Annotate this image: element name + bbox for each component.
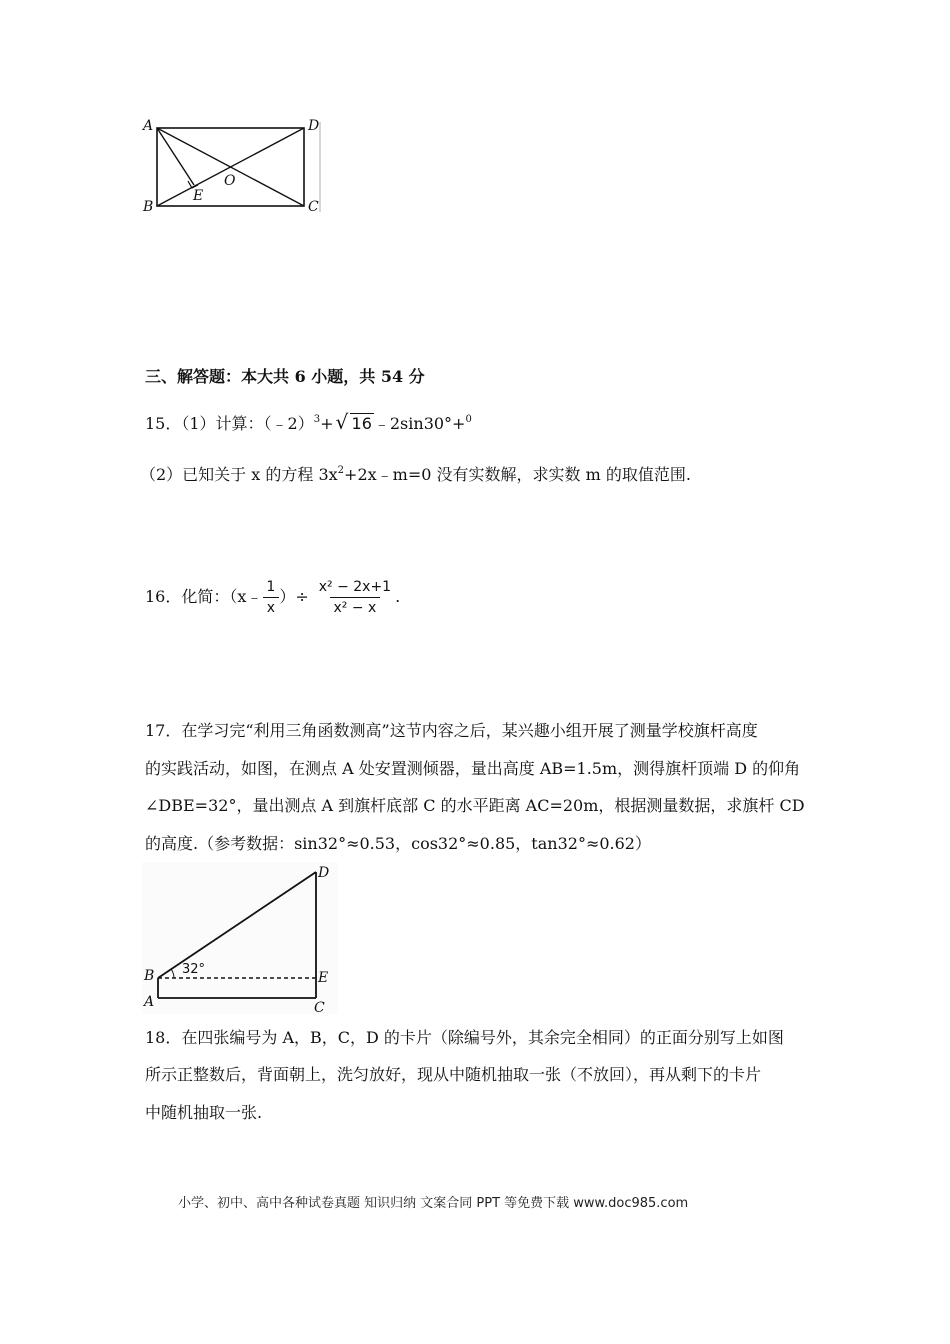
q15-p1-rest: ﹣2sin30°+ — [373, 414, 466, 433]
fig17-label-E: E — [318, 970, 329, 986]
flagpole-figure — [140, 860, 340, 1016]
q16-frac2 — [315, 577, 395, 618]
q16-prefix: 16．化简：（x﹣ — [145, 587, 263, 606]
q17-line-2: 的实践活动，如图，在测点 A 处安置测倾器，量出高度 AB=1.5m，测得旗杆顶端 D 的仰角 — [145, 759, 801, 778]
fig17-label-B: B — [144, 968, 155, 984]
q16-mid: ）÷ — [279, 587, 309, 606]
q15-sqrt: √ 16 — [335, 410, 372, 434]
q18-line-2: 所示正整数后，背面朝上，洗匀放好，现从中随机抽取一张（不放回），再从剩下的卡片 — [145, 1065, 762, 1084]
fig17-label-D: D — [318, 865, 330, 881]
q15-part1 — [145, 410, 472, 437]
section-heading: 三、解答题：本大共 6 小题，共 54 分 — [145, 367, 425, 386]
q17-line-1: 17．在学习完“利用三角函数测高”这节内容之后，某兴趣小组开展了测量学校旗杆高度 — [145, 721, 758, 740]
label-A: A — [143, 118, 154, 134]
q15-p1-exp: 3 — [313, 414, 321, 425]
q15-sqrt-content: 16 — [351, 414, 372, 433]
label-O: O — [224, 173, 236, 189]
q15-p1-exp2: 0 — [465, 414, 472, 425]
footer-text: 小学、初中、高中各种试卷真题 知识归纳 文案合同 PPT 等免费下载 www.doc985.com — [178, 1196, 689, 1211]
q15-p2-b: +2x﹣m=0 没有实数解，求实数 m 的取值范围. — [344, 465, 691, 484]
label-D: D — [308, 118, 320, 134]
label-C: C — [308, 199, 319, 215]
q17-line-4: 的高度.（参考数据：sin32°≈0.53，cos32°≈0.85，tan32°≈0.62） — [145, 834, 651, 853]
q15-p2-a: （2）已知关于 x 的方程 3x — [140, 465, 338, 484]
q15-p1-plus: + — [320, 414, 334, 433]
q15-p2-exp: 2 — [337, 465, 345, 476]
q15-part2 — [140, 465, 691, 488]
q16-frac1-num: 1 — [266, 578, 276, 595]
fig17-label-A: A — [144, 994, 155, 1010]
q16-end: . — [395, 587, 401, 606]
q16 — [145, 570, 400, 624]
q18-line-3: 中随机抽取一张. — [145, 1103, 263, 1122]
fig17-angle: 32° — [182, 962, 206, 977]
rectangle-figure — [140, 112, 330, 216]
q16-frac2-num: x² − 2x+1 — [318, 578, 392, 595]
q18-line-1: 18．在四张编号为 A，B，C，D 的卡片（除编号外，其余完全相同）的正面分别写上如图 — [145, 1028, 784, 1047]
fig17-label-C: C — [314, 1000, 325, 1016]
label-E: E — [193, 188, 204, 204]
q15-p1-prefix: 15．（1）计算：（﹣2） — [145, 414, 314, 433]
q16-frac1-den: x — [263, 597, 279, 618]
q17-line-3: ∠DBE=32°，量出测点 A 到旗杆底部 C 的水平距离 AC=20m，根据测量数据，求旗杆 CD — [145, 796, 805, 815]
q16-frac2-den: x² − x — [330, 597, 381, 618]
q16-frac1 — [262, 577, 279, 618]
label-B: B — [143, 199, 154, 215]
